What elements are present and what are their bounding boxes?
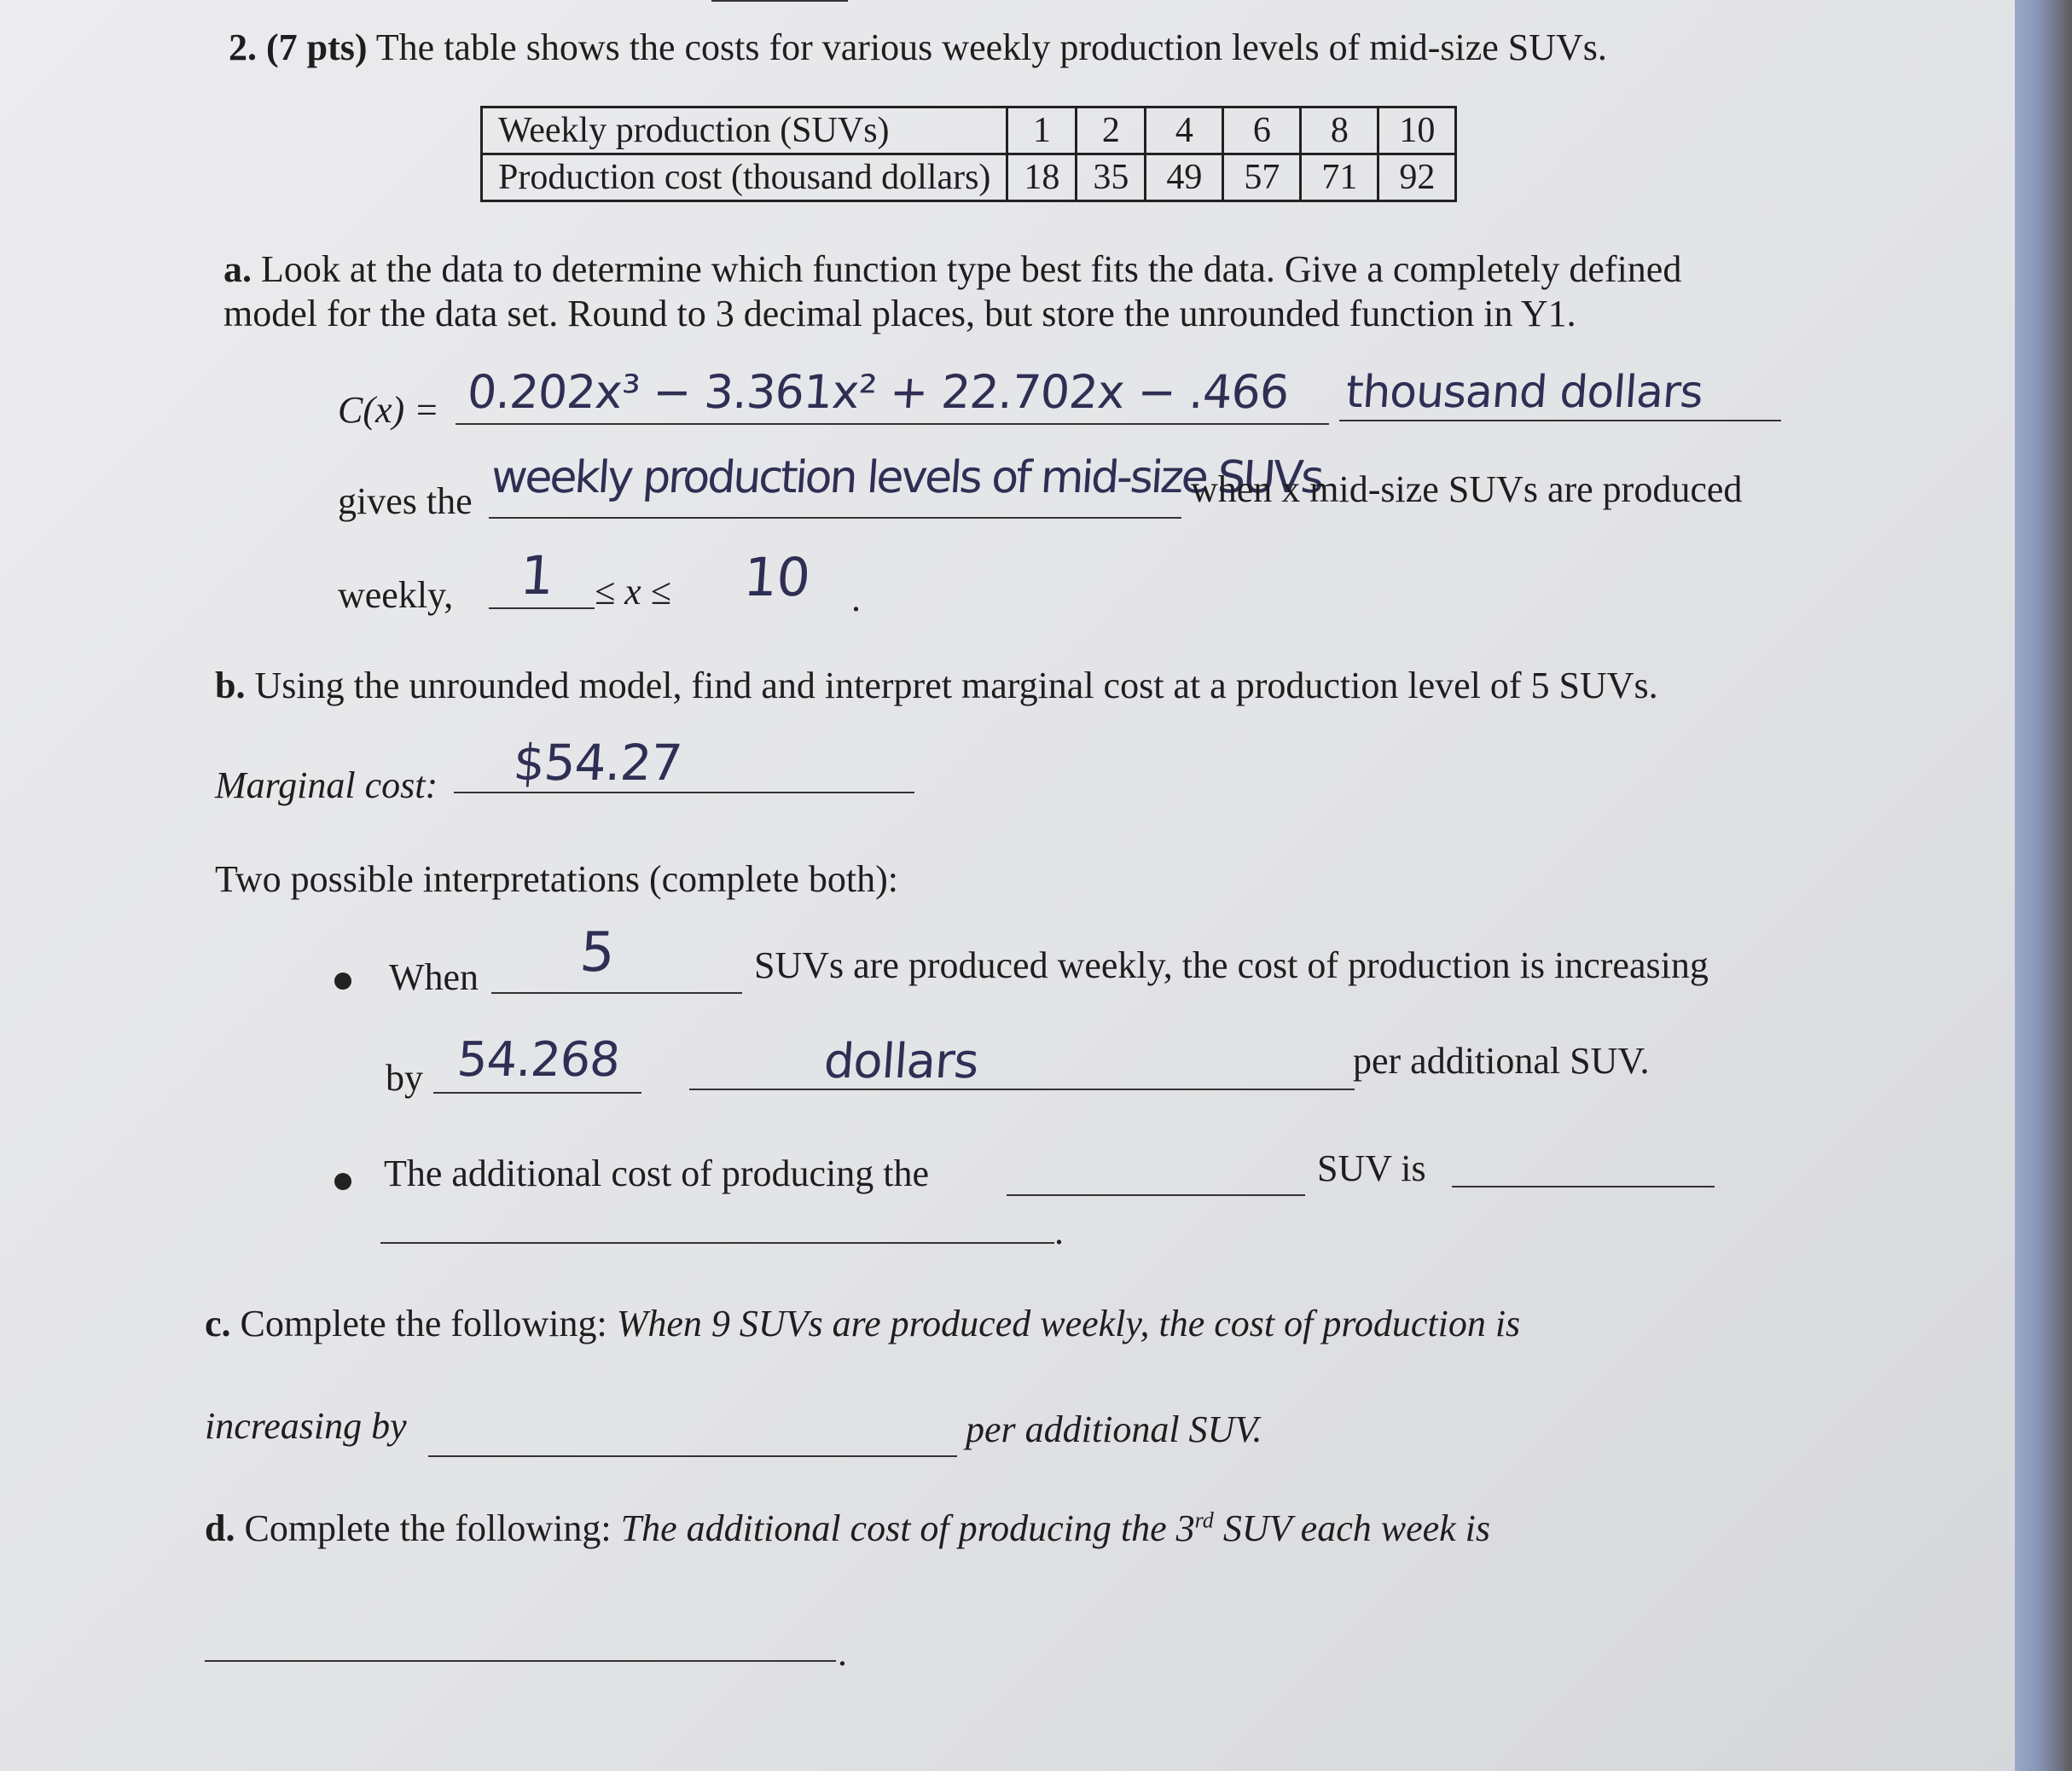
when-x-text-content: when x mid-size SUVs are produced	[1191, 468, 1743, 510]
table-cell: 10	[1378, 107, 1456, 154]
marginal-cost-label: Marginal cost:	[215, 764, 438, 806]
part-d-label: d.	[205, 1507, 235, 1549]
units-answer-line	[1339, 420, 1781, 421]
bullet1-amount-answer: 54.268	[455, 1032, 622, 1088]
table-cell: 6	[1223, 107, 1301, 154]
inequality-symbol: ≤ x ≤	[595, 571, 671, 613]
bullet1-level-line	[491, 992, 742, 994]
bullet2-continuation-line	[380, 1242, 1054, 1244]
part-c-label: c.	[205, 1303, 231, 1344]
row-header-production: Weekly production (SUVs)	[482, 107, 1007, 154]
part-a-label: a.	[223, 248, 252, 290]
table-cell: 4	[1146, 107, 1223, 154]
table-cell: 57	[1223, 154, 1301, 201]
page-edge-background	[2015, 0, 2072, 1771]
question-header	[229, 26, 1607, 69]
upper-bound-answer: 10	[741, 546, 812, 608]
table-cell: 8	[1301, 107, 1378, 154]
bullet-2	[334, 1173, 351, 1190]
bullet1-rest: SUVs are produced weekly, the cost of production is increasing	[754, 944, 1709, 986]
quantity-answer-line	[489, 517, 1181, 519]
part-d-line	[205, 1507, 1490, 1550]
model-answer: 0.202x³ − 3.361x² + 22.702x − .466	[465, 365, 1291, 419]
bullet1-amount-line	[433, 1092, 641, 1094]
bullet2-amount-line	[1452, 1186, 1715, 1187]
part-c-prefix: Complete the following:	[240, 1303, 607, 1344]
units-answer: thousand dollars	[1344, 367, 1704, 418]
part-c-italic1: When 9 SUVs are produced weekly, the cost of production is	[616, 1303, 1521, 1344]
part-c-end: per additional SUV.	[966, 1408, 1262, 1450]
table-cell: 49	[1146, 154, 1223, 201]
weekly-label: weekly,	[338, 574, 454, 616]
table-row-cost	[482, 154, 1456, 201]
lower-bound-line	[489, 607, 595, 609]
bullet2-text: The additional cost of producing the	[384, 1153, 930, 1194]
bullet2-suv: SUV is	[1317, 1147, 1426, 1189]
part-d-italic-b: SUV each week is	[1222, 1507, 1491, 1549]
quantity-answer: weekly production levels of mid-size SUVs	[489, 452, 1324, 503]
marginal-cost-line	[454, 792, 914, 793]
bullet-1	[334, 973, 351, 990]
upper-bound-line	[711, 0, 848, 2]
model-answer-line	[456, 423, 1329, 425]
bullet2-end: .	[1054, 1211, 1064, 1252]
table-row-production	[482, 107, 1456, 154]
part-c-answer-line	[428, 1455, 957, 1457]
marginal-cost-answer: $54.27	[511, 734, 684, 792]
table-cell: 35	[1077, 154, 1146, 201]
question-text: The table shows the costs for various weekly production levels of mid-size SUVs.	[375, 26, 1607, 68]
bullet1-level-answer: 5	[577, 921, 617, 984]
part-b-line	[215, 664, 1658, 707]
part-a-text1: Look at the data to determine which function type best fits the data. Give a completely defined	[261, 248, 1682, 290]
c-of-x-label: C(x) =	[338, 389, 439, 431]
bullet2-ordinal-line	[1007, 1194, 1305, 1196]
part-d-superscript: rd	[1194, 1507, 1214, 1533]
table-cell: 92	[1378, 154, 1456, 201]
production-cost-table	[480, 106, 1457, 202]
question-points: (7 pts)	[266, 26, 368, 68]
table-cell: 71	[1301, 154, 1378, 201]
bullet1-units-answer: dollars	[821, 1034, 980, 1089]
bullet1-by: by	[386, 1057, 423, 1099]
part-d-prefix: Complete the following:	[244, 1507, 612, 1549]
part-d-end: .	[838, 1632, 847, 1674]
part-a-period: .	[851, 578, 861, 619]
row-header-cost: Production cost (thousand dollars)	[482, 154, 1007, 201]
two-interpretations: Two possible interpretations (complete both):	[215, 858, 898, 900]
part-d-italic-a: The additional cost of producing the 3	[620, 1507, 1195, 1549]
table-cell: 18	[1007, 154, 1077, 201]
table-cell: 2	[1077, 107, 1146, 154]
part-b-text: Using the unrounded model, find and interpret marginal cost at a production level of 5 SUVs.	[254, 665, 1658, 706]
part-b-label: b.	[215, 665, 246, 706]
part-c-line1	[205, 1302, 1520, 1345]
bullet1-units-line	[689, 1089, 1355, 1090]
lower-bound-answer: 1	[518, 544, 556, 607]
part-d-answer-line	[205, 1660, 836, 1662]
part-a-line1	[223, 247, 1681, 291]
when-x-text	[1191, 467, 1742, 511]
table-cell: 1	[1007, 107, 1077, 154]
bullet1-end: per additional SUV.	[1353, 1040, 1650, 1082]
gives-the-label: gives the	[338, 480, 473, 522]
part-a-line2: model for the data set. Round to 3 decimal places, but store the unrounded function in Y1.	[223, 293, 1576, 334]
question-number: 2.	[229, 26, 257, 68]
part-c-increasing-by: increasing by	[205, 1405, 407, 1447]
bullet1-when: When	[389, 956, 479, 998]
